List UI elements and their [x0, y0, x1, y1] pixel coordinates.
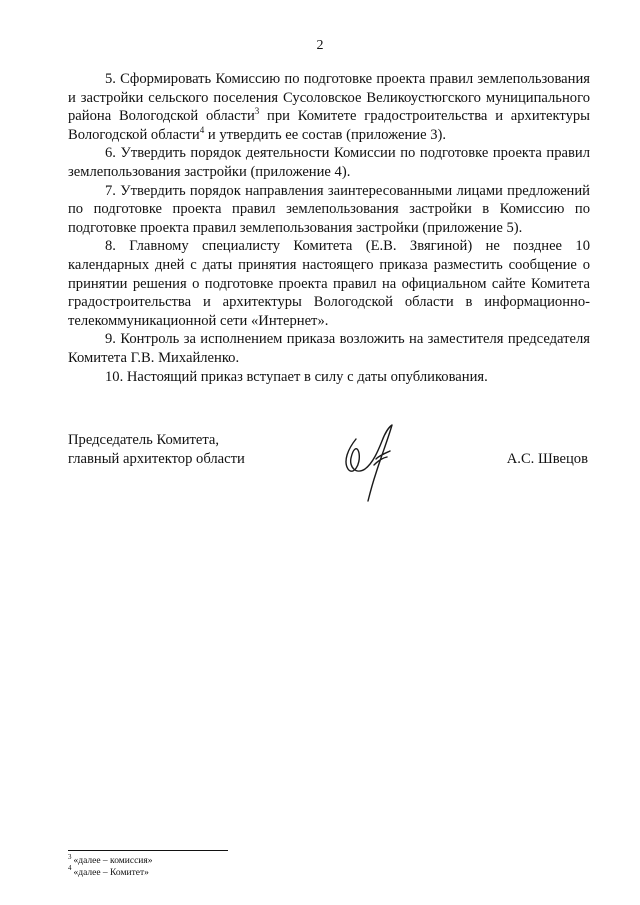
- paragraph-9: 9. Контроль за исполнением приказа возложить на заместителя председателя Комитета Г.В. Михайленко.: [68, 331, 590, 366]
- footnote-text-4: «далее – Комитет»: [73, 867, 149, 878]
- paragraph-5: [68, 70, 590, 144]
- signer-title-line-2: главный архитектор области: [68, 451, 245, 467]
- footnotes: [68, 852, 153, 879]
- footnote-ref-4: 4: [199, 124, 205, 135]
- footnote-divider: [68, 850, 228, 851]
- paragraph-6: 6. Утвердить порядок деятельности Комиссии по подготовке проекта правил землепользования застройки (приложение 4).: [68, 145, 590, 180]
- page-number: 2: [316, 38, 324, 53]
- footnote-ref-3: 3: [254, 106, 260, 117]
- order-body: [68, 70, 590, 386]
- handwritten-signature: [334, 415, 400, 505]
- footnote-mark-4: 4: [68, 864, 72, 873]
- signature-block: [68, 431, 590, 511]
- paragraph-7: 7. Утвердить порядок направления заинтересованными лицами предложений по подготовке проекта правил землепользования застройки в Комиссию по подготовке проекта правил землепользования застройки (приложение 5).: [68, 182, 590, 236]
- footnote-4: [68, 864, 153, 880]
- footnote-mark-3: 3: [68, 852, 72, 861]
- paragraph-5-text-a: 5. Сформировать Комиссию по подготовке проекта правил землепользования и застройки сельского поселения Сусоловское Великоустюгского муниципального района Вологодской области: [68, 71, 590, 125]
- signer-title: [68, 431, 245, 469]
- footnote-text-3: «далее – комиссия»: [73, 856, 153, 866]
- footnote-3: [68, 852, 153, 868]
- paragraph-5-text-c: и утвердить ее состав (приложение 3).: [204, 126, 447, 143]
- paragraph-10: 10. Настоящий приказ вступает в силу с даты опубликования.: [105, 368, 488, 385]
- paragraph-5-text-b: при Комитете градостроительства и архитектуры Вологодской области: [68, 108, 590, 143]
- signer-title-line-1: Председатель Комитета,: [68, 432, 220, 448]
- paragraph-8: 8. Главному специалисту Комитета (Е.В. Звягиной) не позднее 10 календарных дней с даты принятия настоящего приказа разместить сообщение о принятии решения о подготовке проекта правил на официальном сайте Комитета градостроительства и архитектуры Вологодской области в информационно-телекоммуникационной сети «Интернет».: [68, 238, 590, 329]
- signer-name: А.С. Швецов: [506, 451, 588, 467]
